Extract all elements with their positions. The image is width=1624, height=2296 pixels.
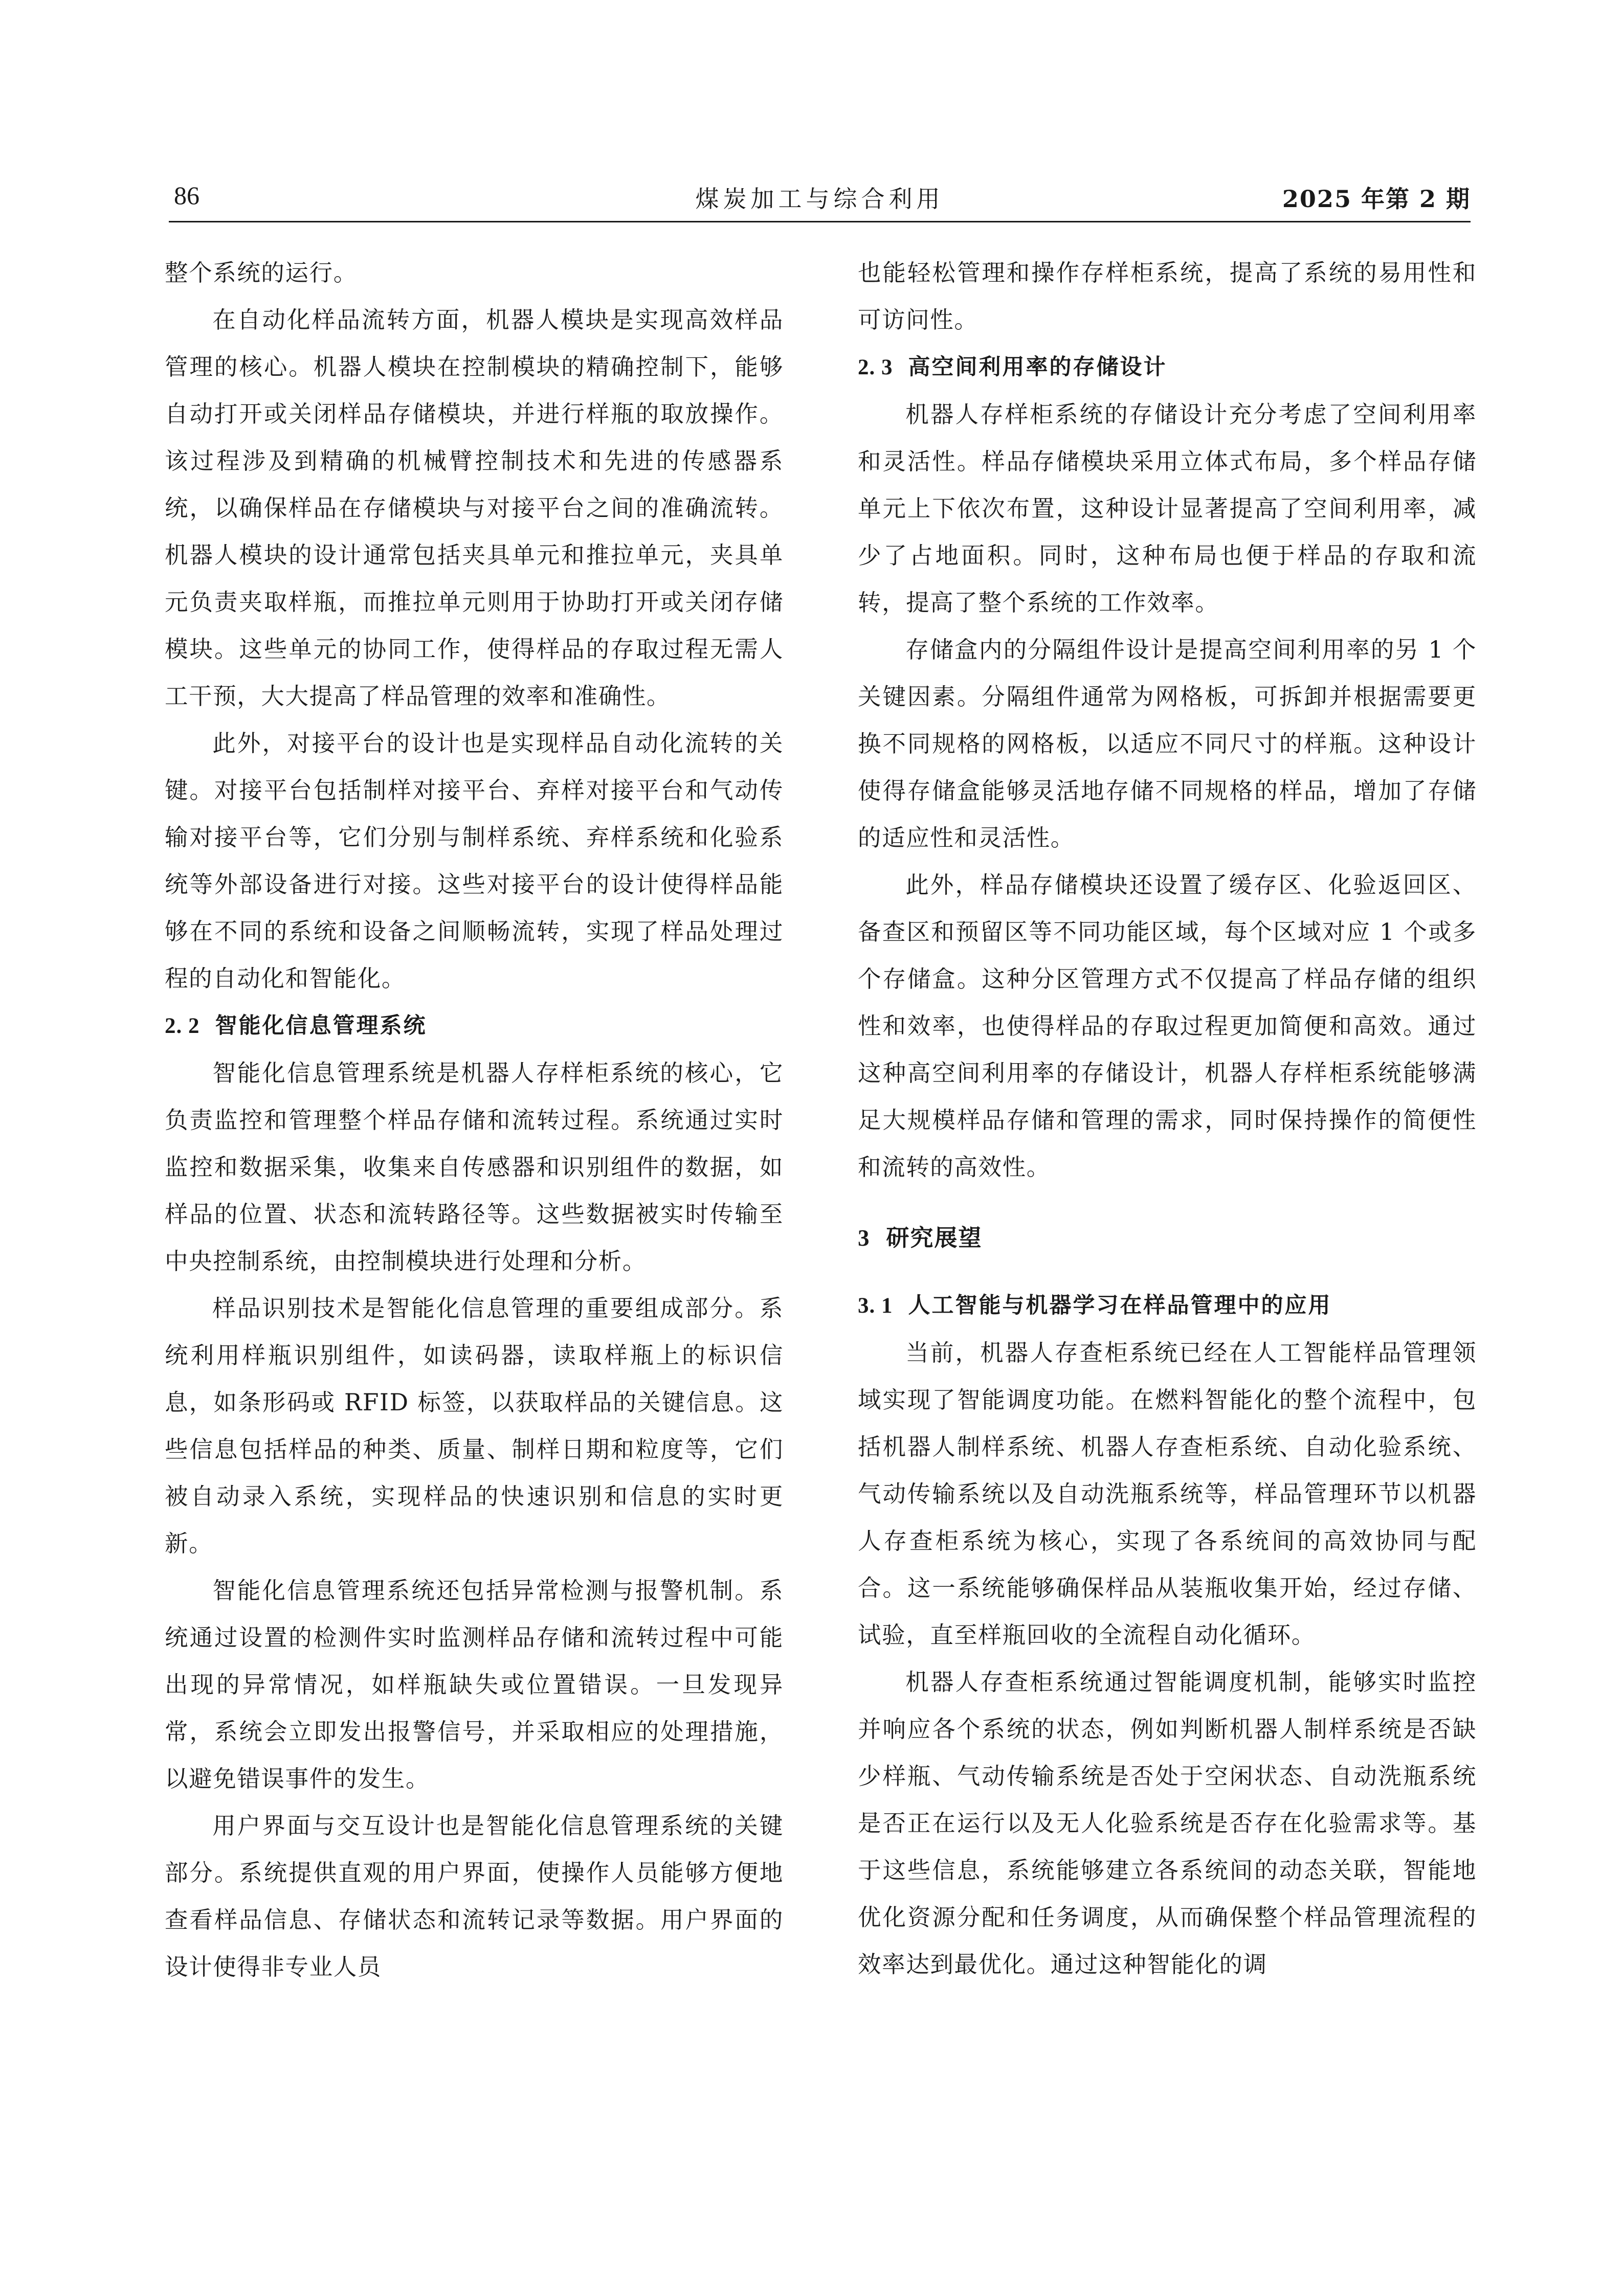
issue-label: 2025 年第 2 期 xyxy=(1282,185,1471,213)
chapter-heading-3 xyxy=(858,1214,1477,1262)
paragraph: 样品识别技术是智能化信息管理的重要组成部分。系统利用样瓶识别组件，如读码器，读取样瓶上的标识信息，如条形码或 RFID 标签，以获取样品的关键信息。这些信息包括样品的种类、质量、制样日期和粒度等，它们被自动录入系统，实现样品的快速识别和信息的实时更新。 xyxy=(165,1295,784,1557)
paragraph: 也能轻松管理和操作存样柜系统，提高了系统的易用性和可访问性。 xyxy=(858,259,1477,333)
paragraph: 当前，机器人存查柜系统已经在人工智能样品管理领域实现了智能调度功能。在燃料智能化的整个流程中，包括机器人制样系统、机器人存查柜系统、自动化验系统、气动传输系统以及自动洗瓶系统等，样品管理环节以机器人存查柜系统为核心，实现了各系统间的高效协同与配合。这一系统能够确保样品从装瓶收集开始，经过存储、试验，直至样瓶回收的全流程自动化循环。 xyxy=(858,1339,1477,1649)
paragraph: 智能化信息管理系统是机器人存样柜系统的核心，它负责监控和管理整个样品存储和流转过程。系统通过实时监控和数据采集，收集来自传感器和识别组件的数据，如样品的位置、状态和流转路径等。这些数据被实时传输至中央控制系统，由控制模块进行处理和分析。 xyxy=(165,1060,784,1275)
chapter-number: 3 xyxy=(858,1225,870,1251)
paragraph: 此外，对接平台的设计也是实现样品自动化流转的关键。对接平台包括制样对接平台、弃样对接平台和气动传输对接平台等，它们分别与制样系统、弃样系统和化验系统等外部设备进行对接。这些对接平台的设计使得样品能够在不同的系统和设备之间顺畅流转，实现了样品处理过程的自动化和智能化。 xyxy=(165,730,784,992)
header-rule xyxy=(169,221,1471,222)
section-number: 2. 3 xyxy=(858,355,893,379)
running-header xyxy=(169,176,1471,217)
left-column xyxy=(165,250,784,1991)
section-heading-3-1 xyxy=(858,1282,1477,1330)
paragraph: 整个系统的运行。 xyxy=(165,259,358,286)
section-title: 智能化信息管理系统 xyxy=(215,1013,427,1039)
paragraph: 智能化信息管理系统还包括异常检测与报警机制。系统通过设置的检测件实时监测样品存储和流转过程中可能出现的异常情况，如样瓶缺失或位置错误。一旦发现异常，系统会立即发出报警信号，并采取相应的处理措施，以避免错误事件的发生。 xyxy=(165,1577,784,1792)
page-number: 86 xyxy=(174,181,199,210)
paragraph: 机器人存样柜系统的存储设计充分考虑了空间利用率和灵活性。样品存储模块采用立体式布局，多个样品存储单元上下依次布置，这种设计显著提高了空间利用率，减少了占地面积。同时，这种布局也便于样品的存取和流转，提高了整个系统的工作效率。 xyxy=(858,401,1477,616)
section-title: 高空间利用率的存储设计 xyxy=(908,354,1167,380)
section-heading-2-2 xyxy=(165,1002,784,1050)
paragraph: 用户界面与交互设计也是智能化信息管理系统的关键部分。系统提供直观的用户界面，使操作人员能够方便地查看样品信息、存储状态和流转记录等数据。用户界面的设计使得非专业人员 xyxy=(165,1812,784,1980)
paragraph: 存储盒内的分隔组件设计是提高空间利用率的另 1 个关键因素。分隔组件通常为网格板，可拆卸并根据需要更换不同规格的网格板，以适应不同尺寸的样瓶。这种设计使得存储盒能够灵活地存储不同规格的样品，增加了存储的适应性和灵活性。 xyxy=(858,636,1477,851)
paragraph: 机器人存查柜系统通过智能调度机制，能够实时监控并响应各个系统的状态，例如判断机器人制样系统是否缺少样瓶、气动传输系统是否处于空闲状态、自动洗瓶系统是否正在运行以及无人化验系统是否存在化验需求等。基于这些信息，系统能够建立各系统间的动态关联，智能地优化资源分配和任务调度，从而确保整个样品管理流程的效率达到最优化。通过这种智能化的调 xyxy=(858,1669,1477,1978)
section-number: 2. 2 xyxy=(165,1014,200,1038)
paragraph: 此外，样品存储模块还设置了缓存区、化验返回区、备查区和预留区等不同功能区域，每个区域对应 1 个或多个存储盒。这种分区管理方式不仅提高了样品存储的组织性和效率，也使得样品的存取过程更加简便和高效。通过这种高空间利用率的存储设计，机器人存样柜系统能够满足大规模样品存储和管理的需求，同时保持操作的简便性和流转的高效性。 xyxy=(858,871,1477,1181)
journal-title: 煤炭加工与综合利用 xyxy=(695,185,944,213)
section-number: 3. 1 xyxy=(858,1294,893,1318)
section-heading-2-3 xyxy=(858,344,1477,391)
section-title: 人工智能与机器学习在样品管理中的应用 xyxy=(908,1293,1332,1318)
chapter-title: 研究展望 xyxy=(886,1224,983,1251)
right-column xyxy=(858,250,1477,1988)
paragraph: 在自动化样品流转方面，机器人模块是实现高效样品管理的核心。机器人模块在控制模块的精确控制下，能够自动打开或关闭样品存储模块，并进行样瓶的取放操作。该过程涉及到精确的机械臂控制技术和先进的传感器系统，以确保样品在存储模块与对接平台之间的准确流转。机器人模块的设计通常包括夹具单元和推拉单元，夹具单元负责夹取样瓶，而推拉单元则用于协助打开或关闭存储模块。这些单元的协同工作，使得样品的存取过程无需人工干预，大大提高了样品管理的效率和准确性。 xyxy=(165,306,784,710)
